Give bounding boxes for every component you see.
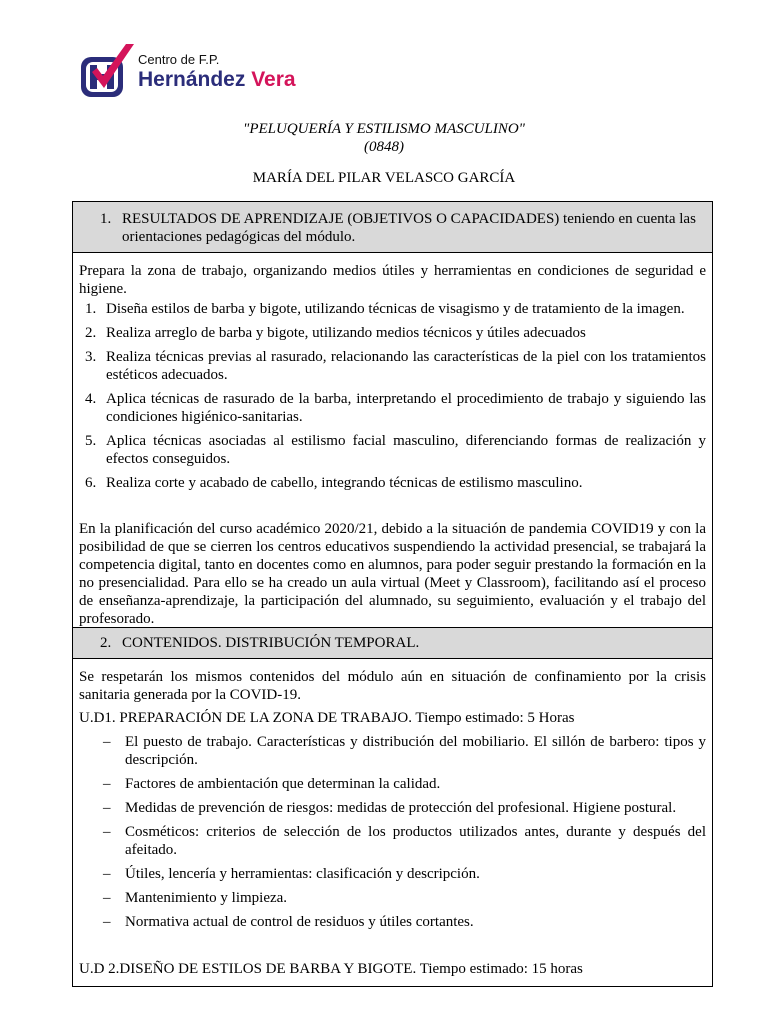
section1-body: [72, 252, 713, 628]
list-item: – Cosméticos: criterios de selección de los productos utilizados antes, durante y después del afeitado.: [103, 824, 706, 858]
list-item: 3. Realiza técnicas previas al rasurado, relacionando las características de la piel con los tratamientos estéticos adecuados.: [85, 349, 706, 383]
learning-outcomes-list: [79, 300, 706, 498]
section1-heading: RESULTADOS DE APRENDIZAJE (OBJETIVOS O CAPACIDADES) teniendo en cuenta las orientaciones pedagógicas del módulo.: [122, 211, 696, 245]
section1-number: 1.: [100, 211, 112, 227]
ud2-title: U.D 2.DISEÑO DE ESTILOS DE BARBA Y BIGOTE. Tiempo estimado: 15 horas: [79, 961, 583, 977]
school-logo: [78, 42, 298, 102]
author-name: MARÍA DEL PILAR VELASCO GARCÍA: [252, 170, 516, 186]
list-item: 6. Realiza corte y acabado de cabello, integrando técnicas de estilismo masculino.: [85, 475, 583, 491]
section1-header: [72, 201, 713, 253]
ud1-contents-list: [79, 733, 706, 937]
ud1-title: U.D1. PREPARACIÓN DE LA ZONA DE TRABAJO. Tiempo estimado: 5 Horas: [79, 710, 575, 726]
section1-intro: Prepara la zona de trabajo, organizando medios útiles y herramientas en condiciones de seguridad e higiene.: [79, 263, 706, 297]
section2-intro: Se respetarán los mismos contenidos del módulo aún en situación de confinamiento por la crisis sanitaria generada por la COVID-19.: [79, 669, 706, 703]
list-item: – Útiles, lencería y herramientas: clasificación y descripción.: [103, 866, 480, 882]
logo-line2-a: Hernández: [138, 68, 246, 91]
logo-mark-icon: [78, 42, 136, 100]
list-item: – Normativa actual de control de residuos y útiles cortantes.: [103, 914, 474, 930]
section2-number: 2.: [100, 635, 112, 651]
list-item: – Mantenimiento y limpieza.: [103, 890, 288, 906]
logo-line2: [138, 68, 296, 92]
list-item: 1. Diseña estilos de barba y bigote, utilizando técnicas de visagismo y de tratamiento de la imagen.: [85, 301, 685, 317]
module-name: "PELUQUERÍA Y ESTILISMO MASCULINO": [243, 121, 525, 137]
section1-closing: En la planificación del curso académico 2020/21, debido a la situación de pandemia COVID19 y con la posibilidad de que se cierren los centros educativos suspendiendo la actividad presencial, se trabajará la competencia digital, tanto en docentes como en alumnos, para poder seguir prestando la formación en la no presencialidad. Para ello se ha creado un aula virtual (Meet y Classroom), facilitando así el proceso de enseñanza-aprendizaje, la participación del alumnado, su seguimiento, evaluación y el trabajo del profesorado.: [79, 521, 706, 627]
logo-line1: Centro de F.P.: [138, 52, 220, 67]
list-item: 5. Aplica técnicas asociadas al estilismo facial masculino, diferenciando formas de realización y efectos conseguidos.: [85, 433, 706, 467]
logo-line2-b: Vera: [251, 68, 296, 91]
list-item: – Factores de ambientación que determinan la calidad.: [103, 776, 441, 792]
list-item: – Medidas de prevención de riesgos: medidas de protección del profesional. Higiene postural.: [103, 800, 677, 816]
section2-body: [72, 658, 713, 987]
list-item: 4. Aplica técnicas de rasurado de la barba, interpretando el procedimiento de trabajo y siguiendo las condiciones higiénico-sanitarias.: [85, 391, 706, 425]
section2-header: [72, 627, 713, 659]
module-code: (0848): [364, 139, 404, 155]
list-item: 2. Realiza arreglo de barba y bigote, utilizando medios técnicos y útiles adecuados: [85, 325, 586, 341]
section2-heading: CONTENIDOS. DISTRIBUCIÓN TEMPORAL.: [122, 635, 420, 651]
list-item: – El puesto de trabajo. Características y distribución del mobiliario. El sillón de barbero: tipos y descripción.: [103, 734, 706, 768]
